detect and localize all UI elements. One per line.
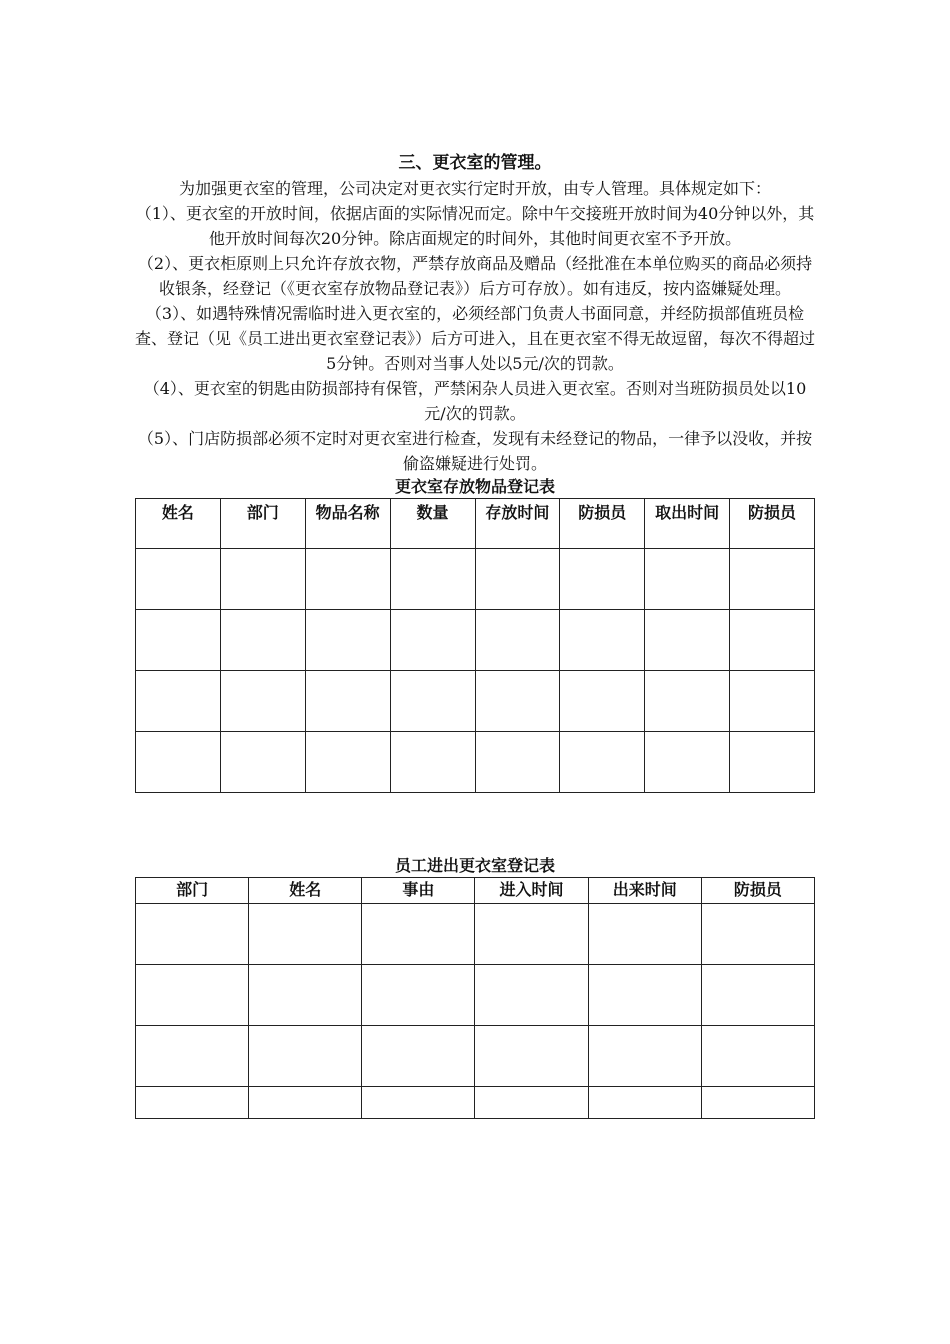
table-cell	[560, 732, 645, 793]
table-cell	[588, 1026, 701, 1087]
header-entry-time: 进入时间	[475, 878, 588, 904]
table-cell	[305, 610, 390, 671]
header-name: 姓名	[136, 499, 221, 549]
table-row	[136, 671, 815, 732]
table-cell	[588, 965, 701, 1026]
table-row	[136, 1026, 815, 1087]
table-cell	[560, 610, 645, 671]
header-item-name: 物品名称	[305, 499, 390, 549]
table-cell	[475, 1087, 588, 1119]
table-cell	[249, 1026, 362, 1087]
table-cell	[701, 1026, 814, 1087]
header-exit-time: 出来时间	[588, 878, 701, 904]
header-department: 部门	[136, 878, 249, 904]
section-title: 三、更衣室的管理。	[398, 153, 552, 173]
table-cell	[730, 549, 815, 610]
table-cell	[220, 549, 305, 610]
table-cell	[390, 610, 475, 671]
rule-5: （5）、门店防损部必须不定时对更衣室进行检查，发现有未经登记的物品，一律予以没收，并按偷盗嫌疑进行处罚。	[137, 429, 813, 473]
header-store-time: 存放时间	[475, 499, 560, 549]
table-cell	[136, 549, 221, 610]
table-cell	[701, 904, 814, 965]
header-quantity: 数量	[390, 499, 475, 549]
intro-paragraph: 为加强更衣室的管理，公司决定对更衣实行定时开放，由专人管理。具体规定如下：	[178, 179, 771, 198]
table-cell	[136, 671, 221, 732]
table-cell	[136, 732, 221, 793]
table-cell	[730, 732, 815, 793]
rule-2: （2）、更衣柜原则上只允许存放衣物，严禁存放商品及赠品（经批准在本单位购买的商品必须持收银条，经登记（《更衣室存放物品登记表》）后方可存放）。如有违反，按内盗嫌疑处理。	[137, 254, 813, 298]
table-row	[136, 965, 815, 1026]
table-cell	[390, 671, 475, 732]
table-cell	[560, 671, 645, 732]
table-cell	[475, 965, 588, 1026]
table-cell	[475, 610, 560, 671]
header-reason: 事由	[362, 878, 475, 904]
table-cell	[588, 904, 701, 965]
table-row	[136, 904, 815, 965]
table-cell	[475, 671, 560, 732]
table-cell	[362, 965, 475, 1026]
table-cell	[475, 1026, 588, 1087]
table-cell	[560, 549, 645, 610]
header-retrieve-time: 取出时间	[645, 499, 730, 549]
header-security-officer: 防损员	[560, 499, 645, 549]
entry-register-table	[135, 877, 815, 1119]
table-cell	[645, 549, 730, 610]
table-cell	[136, 1087, 249, 1119]
table-cell	[701, 1087, 814, 1119]
table-cell	[249, 1087, 362, 1119]
table-row	[136, 549, 815, 610]
table-cell	[645, 671, 730, 732]
table-cell	[475, 549, 560, 610]
table-row	[136, 610, 815, 671]
storage-table-title: 更衣室存放物品登记表	[394, 477, 555, 496]
table-cell	[390, 732, 475, 793]
table-cell	[362, 1026, 475, 1087]
table-cell	[362, 904, 475, 965]
table-header-row	[136, 499, 815, 549]
table-cell	[220, 610, 305, 671]
table-row	[136, 1087, 815, 1119]
table-cell	[305, 671, 390, 732]
table-cell	[730, 610, 815, 671]
table-cell	[305, 732, 390, 793]
storage-register-table	[135, 498, 815, 793]
table-cell	[305, 549, 390, 610]
rule-3: （3）、如遇特殊情况需临时进入更衣室的，必须经部门负责人书面同意，并经防损部值班员检查、登记（见《员工进出更衣室登记表》）后方可进入，且在更衣室不得无故逗留，每次不得超过5分钟。否则对当事人处以5元/次的罚款。	[135, 304, 816, 373]
header-security-officer: 防损员	[701, 878, 814, 904]
table-cell	[362, 1087, 475, 1119]
table-cell	[701, 965, 814, 1026]
table-cell	[588, 1087, 701, 1119]
table-cell	[249, 965, 362, 1026]
entry-table-title: 员工进出更衣室登记表	[394, 856, 555, 875]
table-cell	[730, 671, 815, 732]
table-cell	[475, 904, 588, 965]
spacer	[135, 793, 815, 855]
document-page	[135, 150, 815, 1119]
table-cell	[475, 732, 560, 793]
table-cell	[645, 610, 730, 671]
table-cell	[220, 671, 305, 732]
table-cell	[390, 549, 475, 610]
header-security-officer-2: 防损员	[730, 499, 815, 549]
table-cell	[645, 732, 730, 793]
table-cell	[249, 904, 362, 965]
header-name: 姓名	[249, 878, 362, 904]
table-cell	[136, 1026, 249, 1087]
header-department: 部门	[220, 499, 305, 549]
table-cell	[136, 610, 221, 671]
table-header-row	[136, 878, 815, 904]
table-row	[136, 732, 815, 793]
rule-1: （1）、更衣室的开放时间，依据店面的实际情况而定。除中午交接班开放时间为40分钟以外，其他开放时间每次20分钟。除店面规定的时间外，其他时间更衣室不予开放。	[135, 204, 815, 248]
rule-4: （4）、更衣室的钥匙由防损部持有保管，严禁闲杂人员进入更衣室。否则对当班防损员处以10元/次的罚款。	[143, 379, 807, 423]
table-cell	[220, 732, 305, 793]
table-cell	[136, 904, 249, 965]
table-cell	[136, 965, 249, 1026]
